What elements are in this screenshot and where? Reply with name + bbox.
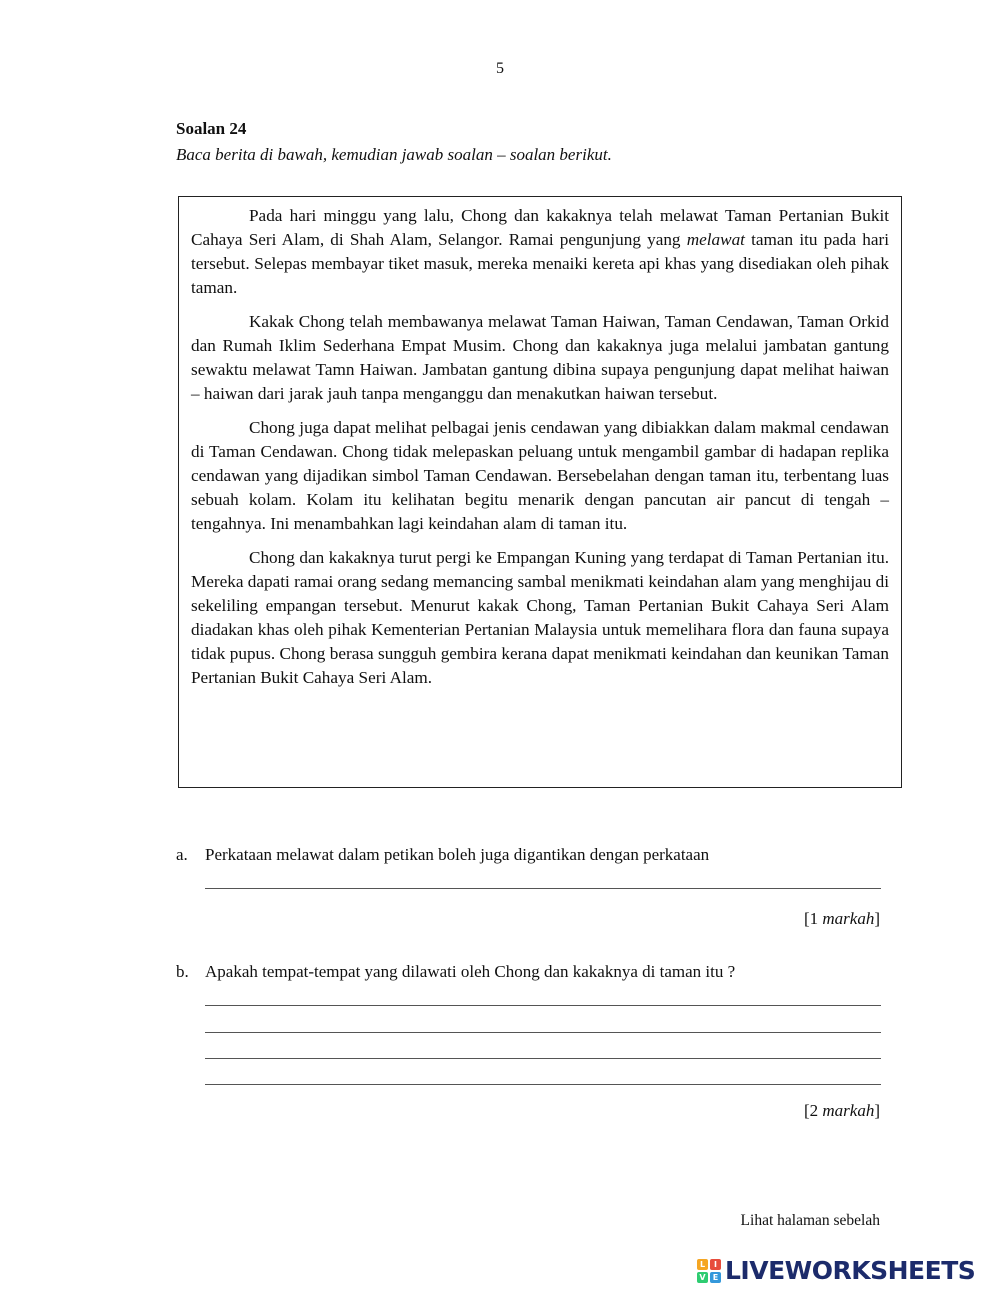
question-b-marks (804, 1101, 880, 1121)
marks-b-word: markah (822, 1101, 875, 1120)
question-b-text: Apakah tempat-tempat yang dilawati oleh Chong dan kakaknya di taman itu ? (205, 962, 736, 981)
question-a (176, 845, 886, 865)
question-title: Soalan 24 (176, 119, 247, 138)
answer-line-b-4[interactable] (205, 1084, 881, 1085)
passage-paragraph-1 (191, 204, 889, 300)
logo-icon (697, 1259, 721, 1283)
passage-p1-end: taman itu pada hari tersebut. Selepas membayar tiket masuk, mereka menaiki kereta api khas yang disediakan oleh pihak taman. (191, 230, 889, 297)
question-a-letter: a. (176, 845, 188, 864)
question-b-letter: b. (176, 962, 189, 981)
marks-a-word: markah (822, 909, 875, 928)
marks-b-open: [2 (803, 1101, 823, 1120)
passage-box (178, 196, 902, 788)
answer-line-b-3[interactable] (205, 1058, 881, 1059)
logo-tile-l: L (697, 1259, 708, 1270)
question-b (176, 962, 886, 982)
passage-paragraph-3: Chong juga dapat melihat pelbagai jenis cendawan yang dibiakkan dalam makmal cendawan di Taman Cendawan. Chong tidak melepaskan peluang untuk mengambil gambar di hadapan replika cendawan yang dijadikan simbol Taman Cendawan. Bersebelahan dengan taman itu, terbentang luas sebuah kolam. Kolam itu kelihatan begitu menarik dengan pancutan air pancut di tengah – tengahnya. Ini menambahkan lagi keindahan alam di taman itu. (191, 418, 889, 533)
next-page-note: Lihat halaman sebelah (740, 1212, 880, 1229)
logo-tile-i: I (710, 1259, 721, 1270)
marks-b-close: ] (874, 1101, 880, 1120)
question-a-text: Perkataan melawat dalam petikan boleh juga digantikan dengan perkataan (205, 845, 710, 864)
logo-tile-v: V (697, 1272, 708, 1283)
passage-p1-italic-word: melawat (686, 230, 745, 249)
passage-paragraph-2: Kakak Chong telah membawanya melawat Taman Haiwan, Taman Cendawan, Taman Orkid dan Rumah Iklim Sederhana Empat Musim. Chong dan kakaknya juga melalui jambatan gantung sewaktu melawat Tamn Haiwan. Jambatan gantung dibina supaya pengunjung dapat melihat haiwan – haiwan dari jarak jauh tanpa menganggu dan menakutkan haiwan tersebut. (191, 312, 889, 403)
marks-a-close: ] (874, 909, 880, 928)
question-a-marks (804, 909, 880, 929)
liveworksheets-logo (697, 1256, 975, 1285)
question-instruction: Baca berita di bawah, kemudian jawab soalan – soalan berikut. (176, 145, 612, 164)
logo-tile-e: E (710, 1272, 721, 1283)
passage-p1-start: Pada hari minggu yang lalu, Chong dan kakaknya telah melawat Taman Pertanian Bukit Cahaya Seri Alam, di Shah Alam, Selangor. Ramai pengunjung yang (191, 206, 889, 249)
answer-line-b-1[interactable] (205, 1005, 881, 1006)
answer-line-a-1[interactable] (205, 888, 881, 889)
marks-a-open: [1 (803, 909, 823, 928)
passage-paragraph-4: Chong dan kakaknya turut pergi ke Empangan Kuning yang terdapat di Taman Pertanian itu. Mereka dapati ramai orang sedang memancing sambal menikmati keindahan alam yang menghijau di sekeliling empangan tersebut. Menurut kakak Chong, Taman Pertanian Bukit Cahaya Seri Alam diadakan khas oleh pihak Kementerian Pertanian Malaysia untuk memelihara flora dan fauna supaya tidak pupus. Chong berasa sungguh gembira kerana dapat menikmati keindahan dan keunikan Taman Pertanian Bukit Cahaya Seri Alam. (191, 548, 889, 687)
answer-line-b-2[interactable] (205, 1032, 881, 1033)
page-number: 5 (496, 60, 504, 77)
logo-text: LIVEWORKSHEETS (725, 1256, 976, 1285)
